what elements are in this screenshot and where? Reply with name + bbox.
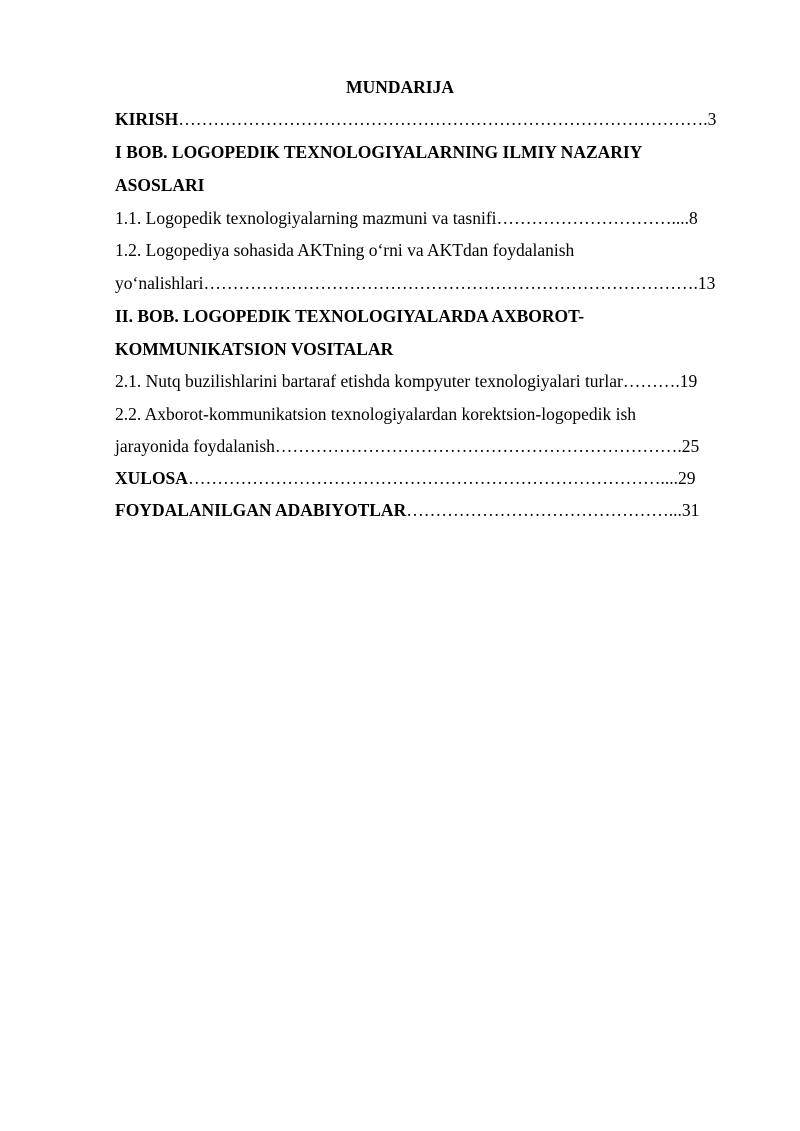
toc-entry-2-2-line-2 [115,435,699,457]
toc-entry-label: 1.1. Logopedik texnologiyalarning mazmuni va tasnifi [115,208,497,228]
toc-leader: ……………………………………………………………………………… [178,109,704,129]
toc-entry-label: II. BOB. LOGOPEDIK TEXNOLOGIYALARDA AXBOROT- [115,306,585,326]
toc-entry-label: yo‘nalishlari [115,273,204,293]
toc-entry-label: XULOSA [115,468,188,488]
toc-page-number: .13 [693,273,716,293]
toc-entry-1-1 [115,207,698,229]
toc-entry-xulosa [115,467,695,489]
toc-chapter-1-title-line-2 [115,174,204,196]
toc-entry-kirish [115,108,716,130]
toc-entry-label: 2.2. Axborot-kommunikatsion texnologiyalardan korektsion-logopedik ish [115,404,637,424]
toc-entry-label: FOYDALANILGAN ADABIYOTLAR [115,500,407,520]
toc-entry-1-2-line-1 [115,239,574,261]
toc-entry-label: KOMMUNIKATSION VOSITALAR [115,339,394,359]
toc-page-number: .3 [703,109,717,129]
toc-entry-1-2-line-2 [115,272,715,294]
toc-entry-label: jarayonida foydalanish [115,436,275,456]
toc-entry-2-2-line-1 [115,403,636,425]
toc-entry-2-1 [115,370,697,392]
toc-entry-label: I BOB. LOGOPEDIK TEXNOLOGIYALARNING ILMIY NAZARIY [115,142,643,162]
toc-entry-label: KIRISH [115,109,179,129]
page-title: MUNDARIJA [346,77,454,97]
toc-leader: ………………………………………………………………………. [187,468,665,488]
toc-entry-adabiyotlar [115,499,699,521]
toc-page-number: .31 [677,500,700,520]
toc-leader: ………. [622,371,680,391]
toc-leader: …………………………………………………………… [274,436,678,456]
toc-page-number: 19 [679,371,698,391]
toc-chapter-2-title-line-2 [115,338,393,360]
toc-page-number: .25 [677,436,700,456]
toc-entry-label: 2.1. Nutq buzilishlarini bartaraf etishda kompyuter texnologiyalari turlar [115,371,623,391]
toc-page-number: ....8 [671,208,698,228]
toc-entry-label: ASOSLARI [115,175,205,195]
toc-leader: ……………………………………….. [406,500,678,520]
toc-leader: ………………………………………………………………………… [203,273,694,293]
toc-leader: ………………………… [496,208,672,228]
toc-page-number: ...29 [664,468,696,488]
toc-entry-label: 1.2. Logopediya sohasida AKTning o‘rni va AKTdan foydalanish [115,240,575,260]
toc-chapter-2-title-line-1 [115,305,584,327]
toc-chapter-1-title-line-1 [115,141,642,163]
